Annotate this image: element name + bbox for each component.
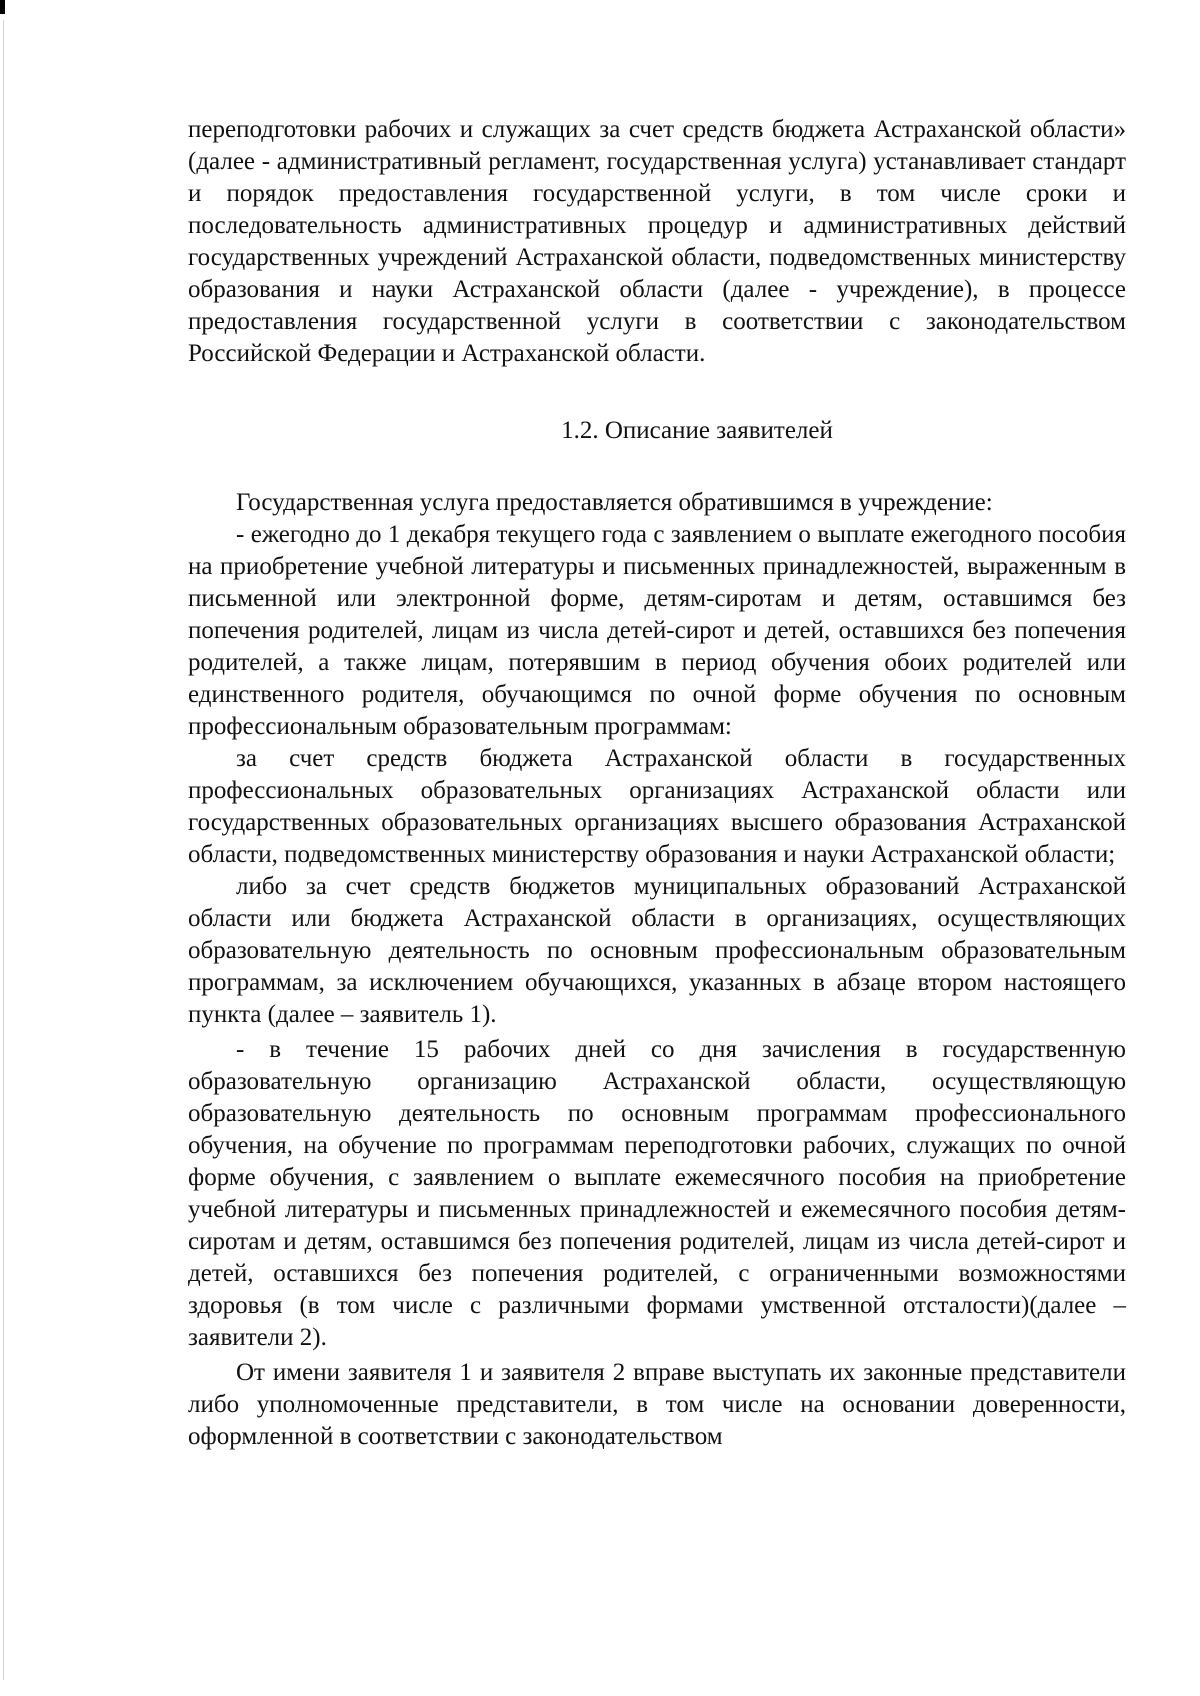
paragraph-state-budget: за счет средств бюджета Астраханской области в государственных профессиональных образовательных организациях Астраханской области или государственных образовательных организациях высшего образования Астраханской области, подведомственных министерству образования и науки Астраханской области; [188, 745, 1126, 868]
document-body [188, 114, 1126, 1453]
paragraph-municipal-budget: либо за счет средств бюджетов муниципальных образований Астраханской области или бюджета Астраханской области в организациях, осуществляющих образовательную деятельность по основным профессиональным образовательным программам, за исключением обучающихся, указанных в абзаце втором настоящего пункта (далее – заявитель 1). [188, 873, 1126, 1028]
paragraph-monthly-allowance: - в течение 15 рабочих дней со дня зачисления в государственную образовательную организацию Астраханской области, осуществляющую образовательную деятельность по основным программам профессионального обучения, на обучение по программам переподготовки рабочих, служащих по очной форме обучения, с заявлением о выплате ежемесячного пособия на приобретение учебной литературы и письменных принадлежностей и ежемесячного пособия детям-сиротам и детям, оставшимся без попечения родителей, лицам из числа детей-сирот и детей, оставшихся без попечения родителей, с ограниченными возможностями здоровья (в том числе с различными формами умственной отсталости)(далее – заявители 2). [188, 1036, 1126, 1351]
paragraph-intro: Государственная услуга предоставляется обратившимся в учреждение: [236, 489, 993, 516]
scan-left-border [3, 20, 4, 1680]
scan-edge-mark [0, 0, 5, 14]
paragraph-annual-allowance: - ежегодно до 1 декабря текущего года с заявлением о выплате ежегодного пособия на приобретение учебной литературы и письменных принадлежностей, выраженным в письменной или электронной форме, детям-сиротам и детям, оставшимся без попечения родителей, лицам из числа детей-сирот и детей, оставшихся без попечения родителей, а также лицам, потерявшим в период обучения обоих родителей или единственного родителя, обучающимся по очной форме обучения по основным профессиональным образовательным программам: [188, 521, 1126, 740]
section-heading: 1.2. Описание заявителей [561, 417, 833, 444]
paragraph-representatives: От имени заявителя 1 и заявителя 2 вправе выступать их законные представители либо уполномоченные представители, в том числе на основании доверенности, оформленной в соответствии с законодательством [188, 1359, 1126, 1450]
paragraph-regulation-purpose: переподготовки рабочих и служащих за счет средств бюджета Астраханской области» (далее - административный регламент, государственная услуга) устанавливает стандарт и порядок предоставления государственной услуги, в том числе сроки и последовательность административных процедур и административных действий государственных учреждений Астраханской области, подведомственных министерству образования и науки Астраханской области (далее - учреждение), в процессе предоставления государственной услуги в соответствии с законодательством Российской Федерации и Астраханской области. [188, 116, 1126, 367]
